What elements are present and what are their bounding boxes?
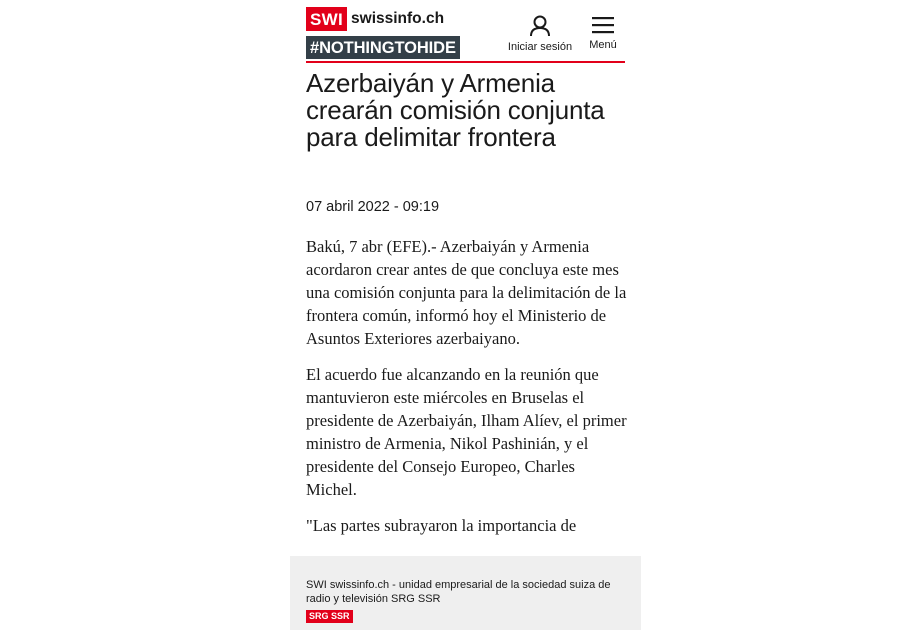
menu-label: Menú <box>589 39 617 51</box>
login-button[interactable] <box>506 15 574 53</box>
article-page <box>290 0 641 630</box>
header-divider <box>306 61 625 63</box>
article-body <box>306 235 628 550</box>
srg-ssr-badge[interactable]: SRG SSR <box>306 610 353 623</box>
site-header <box>306 7 625 63</box>
article-headline: Azerbaiyán y Armenia crearán comisión conjunta para delimitar frontera <box>306 68 605 152</box>
login-label: Iniciar sesión <box>507 41 573 53</box>
menu-button[interactable] <box>583 15 623 51</box>
site-footer <box>290 556 641 630</box>
hamburger-menu-icon <box>591 15 615 35</box>
article-paragraph: Bakú, 7 abr (EFE).- Azerbaiyán y Armenia acordaron crear antes de que concluya este mes una comisión conjunta para la delimitación de la frontera común, informó hoy el Ministerio de Asuntos Exteriores azerbaiyano. <box>306 237 627 348</box>
article-date: 07 abril 2022 - 09:19 <box>306 199 440 215</box>
user-icon <box>529 15 551 37</box>
campaign-badge[interactable]: #NOTHINGTOHIDE <box>306 36 460 59</box>
brand-name: swissinfo.ch <box>351 10 445 27</box>
swi-badge: SWI <box>306 7 347 31</box>
brand-logo[interactable] <box>306 7 444 31</box>
footer-text: SWI swissinfo.ch - unidad empresarial de la sociedad suiza de radio y televisión SRG SSR <box>306 579 611 605</box>
article-paragraph: "Las partes subrayaron la importancia de <box>306 516 577 535</box>
article-paragraph: El acuerdo fue alcanzando en la reunión que mantuvieron este miércoles en Bruselas el presidente de Azerbaiyán, Ilham Alíev, el primer ministro de Armenia, Nikol Pashinián, y el presidente del Consejo Europeo, Charles Michel. <box>306 365 627 499</box>
